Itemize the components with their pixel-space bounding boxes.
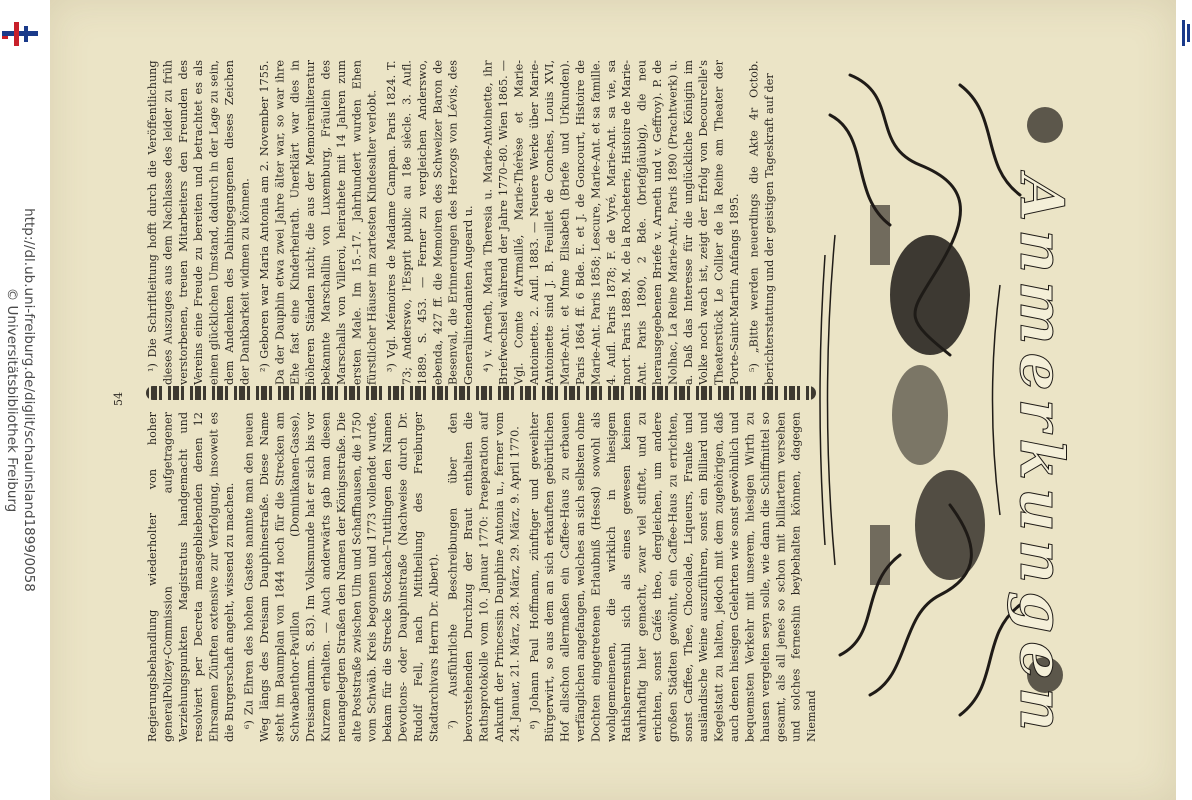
copyright-watermark: © Universitätsbibliothek Freiburg	[4, 287, 20, 513]
ornamental-divider-band	[146, 386, 816, 400]
footnote-8: ⁸) Johann Paul Hoffmann, zünftiger und geweihter Bürgerwirt, so aus dem an sich erkauften gebürtlichen Hof allschon allermaßen ein Caffee-Haus zu erbauen verfänglichen angefangen, welches an sich selbsten ohne Dochten eingetretenen Erlaubniß (Hessd) sowohl als wohlgemeinenen, die wirklich in hiesigem Rathsherrenstuhl sich als eines gewesen keinen wahrhaftig hier gemacht, zwar viel stiftet, und zu erichten, sonst Cafés theo, dergleichen, um andere großen Städten gewöhnt, ein Caffee-Haus zu errichten, sonst Caffee, Thee, Chocolade, Liqueurs, Franke und ausländische Weine auszuführen, sonst ein Billiard und Kegelstatt zu halten, jedoch mit dem zugehörigen, daß auch denen hiesigen Gelehrten wie sonst gewöhnlich und bequemsten Verkehr mit unserem, hiesigen Wirth zu hausen vergelten seyn solle, wie dann die Schiffmittel so gesamt, als all jenes so schon mit billiartern versehen und solches ferneshin beybehalten können, dagegen Niemand	[527, 412, 819, 742]
footnote-2: ²) Geboren war Maria Antonia am 2. November 1755. Da der Dauphin etwa zwei Jahre älter war, so war ihre Ehe fast eine Kinderheirath. Unerklärt war dies in höheren Ständen nicht; die aus der Memoirenliteratur bekannte Marschallin von Luxemburg, Fräulein des Marschalls von Villeroi, heirathete mit 14 Jahren zum ersten Male. Im 15.–17. Jahrhundert wurden Ehen fürstlicher Häuser im zartesten Kindesalter verlobt.	[257, 60, 379, 385]
footnote-4: ⁴) v. Arneth, Maria Theresia u. Marie-Antoinette, ihr Briefwechsel während der Jahre 1770–80. Wien 1865. — Vgl. Comte d'Armaillé, Marie-Thérèse et Marie-Antoinette. 2. Aufl. 1883. — Neuere Werke über Marie-Antoinette sind J. B. Feuillet de Conches, Louis XVI, Marie-Ant. et Mme Elisabeth (Briefe und Urkunden). Paris 1864 ff. 6 Bde. E. et J. de Goncourt, Histoire de Marie-Ant. Paris 1858; Lescure, Marie-Ant. et sa famille. 4. Aufl. Paris 1878; F. de Vyré, Marie-Ant. sa vie, sa mort. Paris 1889. M. de la Rocheterie, Histoire de Marie-Ant. Paris 1890, 2 Bde. (briefgläubig), die neu herausgegebenen Briefe v. Arneth und v. Geffroy). P. de Nolhac, La Reine Marie-Ant., Paris 1890 (Prachtwerk) u. a. Daß das Interesse für die unglückliche Königin im Volke noch wach ist, zeigt der Erfolg von Decourcelle's Theaterstück Le Collier de la Reine am Theater der Porte-Saint-Martin Anfangs 1895.	[481, 60, 742, 385]
footnote-cont: Regierungsbehandlung wiederholter von hoher generalPolizey-Commission aufgetragener Verziehungspunkten Magistratus handgemacht und resolviert per Decreta maasgebliebenden denen 12 Ehrsamen Zünften extensive zur Verfolgung, insoweit es die Burgerschaft angeht, wissend zu machen.	[146, 412, 237, 742]
page-number: 54	[112, 392, 125, 406]
scanned-page	[50, 0, 1176, 800]
section-title: Anmerkungen	[1006, 175, 1076, 740]
footnote-7: ⁷) Ausführliche Beschreibungen über den bevorstehenden Durchzug der Braut enthalten die Rathsprotokolle vom 10. Januar 1770: Praeparation auf Ankunft der Princessin Dauphine Antonia u., ferner vom 24. Januar, 21. März, 28. März, 29. März, 9. April 1770.	[446, 412, 522, 742]
footnote-5: ⁵) „Bitte werden neuerdings die Akte 4r Octob. berichterstattung und der geistigen Tageskraft auf der	[747, 60, 776, 385]
source-url-watermark: http://dl.ub.uni-freiburg.de/diglit/schauinsland1899/0058	[21, 208, 37, 592]
viewer-left-margin	[0, 0, 50, 800]
ornamental-divider	[150, 383, 170, 385]
footnote-3: ³) Vgl. Mémoires de Madame Campan. Paris 1824. T. 73; Anderswo, l'Esprit public au 18e siècle. 3. Aufl. 1889. S. 453. — Ferner zu vergleichen Anderswo, ebenda, 427 ff. die Memoiren des Schweizer Baron de Besenval, die Erinnerungen des Herzogs von Lévis, des Generalintendanten Augeard u.	[385, 60, 476, 385]
right-text-column-main	[145, 412, 819, 742]
left-text-column	[145, 60, 810, 385]
footnote-1: ¹) Die Schriftleitung hofft durch die Veröffentlichung dieses Auszuges aus dem Nachlasse des leider zu früh verstorbenen, treuen Mitarbeiters den Freunden des Vereins eine Freude zu bereiten und betrachtet es als einen glücklichen Umstand, dadurch in der Lage zu sein, dem Andenken des Dahingegangenen dieses Zeichen der Dankbarkeit widmen zu können.	[146, 60, 252, 385]
edge-marker-icon	[1182, 20, 1192, 46]
viewer-right-margin	[1176, 0, 1192, 800]
footnote-6: ⁶) Zu Ehren des hohen Gastes nannte man den neuen Weg längs des Dreisam Dauphinestraße. Diese Name steht im Baumplan von 1844 noch für die Strecken am Schwabenthor-Pavillon (Dominikanen-Gasse), Dreisamdamm. S. 83). Im Volksmunde hat er sich bis vor Kurzem erhalten. — Auch anderwärts gab man diesen neuangelegten Straßen den Namen der Königsstraße. Die alte Poststraße zwischen Ulm und Schaffhausen, die 1750 vom Schwäb. Kreis begonnen und 1773 vollendet wurde, bekam für die Strecke Stockach–Tuttlingen den Namen Devotions- oder Dauphinstraße (Nachweise durch Dr. Rudolf Fell, nach Mittheilung des Freiburger Stadtarchivars Herrn Dr. Albert).	[242, 412, 441, 742]
